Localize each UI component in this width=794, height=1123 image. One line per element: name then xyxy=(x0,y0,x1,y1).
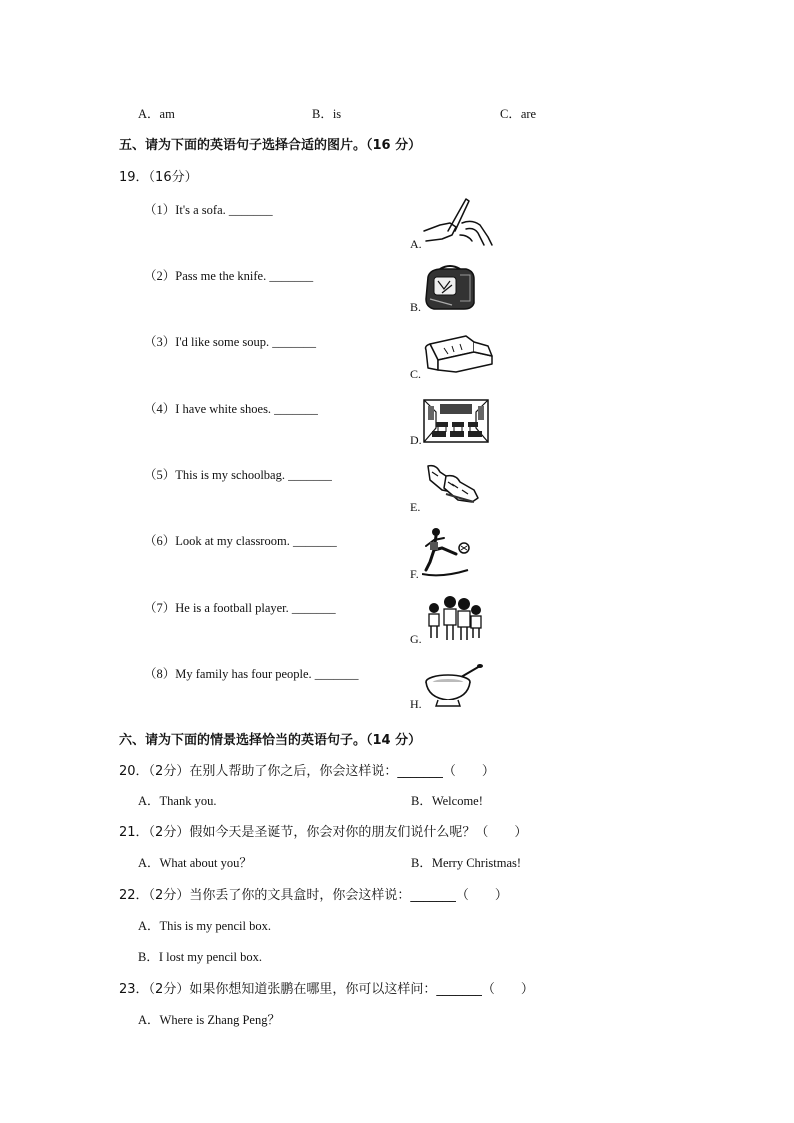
knife-hands-icon xyxy=(422,195,496,249)
question-23-option-a: A．Where is Zhang Peng？ xyxy=(138,1013,280,1027)
option-a: A．am xyxy=(138,107,175,121)
sentence-6: （6）Look at my classroom. _______ xyxy=(144,534,337,548)
option-c: C．are xyxy=(500,107,537,121)
question-22-stem: 22．（2分）当你丢了你的文具盒时，你会这样说：_______（ ） xyxy=(119,888,508,903)
section-6-heading: 六、请为下面的情景选择恰当的英语句子。（14 分） xyxy=(119,733,422,748)
classroom-icon xyxy=(422,398,490,444)
family-icon xyxy=(422,594,484,642)
question-23-stem: 23．（2分）如果你想知道张鹏在哪里，你可以这样问：_______（ ） xyxy=(119,982,534,997)
question-19: 19．（16分） xyxy=(119,170,198,185)
sentence-7: （7）He is a football player. _______ xyxy=(144,601,336,615)
question-21-option-a: A．What about you？ xyxy=(138,856,252,870)
question-20-stem: 20．（2分）在别人帮助了你之后，你会这样说：_______（ ） xyxy=(119,764,495,779)
question-21-stem: 21．（2分）假如今天是圣诞节，你会对你的朋友们说什么呢？（ ） xyxy=(119,825,528,840)
picture-label-h: H. xyxy=(410,697,422,711)
sentence-1: （1）It's a sofa. _______ xyxy=(144,203,273,217)
sentence-3: （3）I'd like some soup. _______ xyxy=(144,335,317,349)
soup-bowl-icon xyxy=(422,662,484,708)
picture-label-e: E. xyxy=(410,500,421,514)
picture-label-d: D. xyxy=(410,433,422,447)
picture-label-a: A. xyxy=(410,237,422,251)
question-20-option-a: A．Thank you. xyxy=(138,794,217,808)
sentence-4: （4）I have white shoes. _______ xyxy=(144,402,318,416)
question-22-option-a: A．This is my pencil box. xyxy=(138,919,271,933)
sofa-icon xyxy=(422,334,496,376)
football-player-icon xyxy=(422,526,478,580)
picture-label-c: C. xyxy=(410,367,422,381)
section-5-heading: 五、请为下面的英语句子选择合适的图片。（16 分） xyxy=(119,138,422,153)
picture-label-b: B. xyxy=(410,300,422,314)
sentence-8: （8）My family has four people. _______ xyxy=(144,667,359,681)
schoolbag-icon xyxy=(422,263,478,311)
option-b: B．is xyxy=(312,107,342,121)
picture-label-f: F. xyxy=(410,567,419,581)
question-21-option-b: B．Merry Christmas! xyxy=(411,856,522,870)
question-22-option-b: B．I lost my pencil box. xyxy=(138,950,262,964)
question-20-option-b: B．Welcome! xyxy=(411,794,483,808)
sentence-5: （5）This is my schoolbag. _______ xyxy=(144,468,332,482)
picture-label-g: G. xyxy=(410,632,422,646)
sentence-2: （2）Pass me the knife. _______ xyxy=(144,269,314,283)
shoes-icon xyxy=(422,462,482,504)
